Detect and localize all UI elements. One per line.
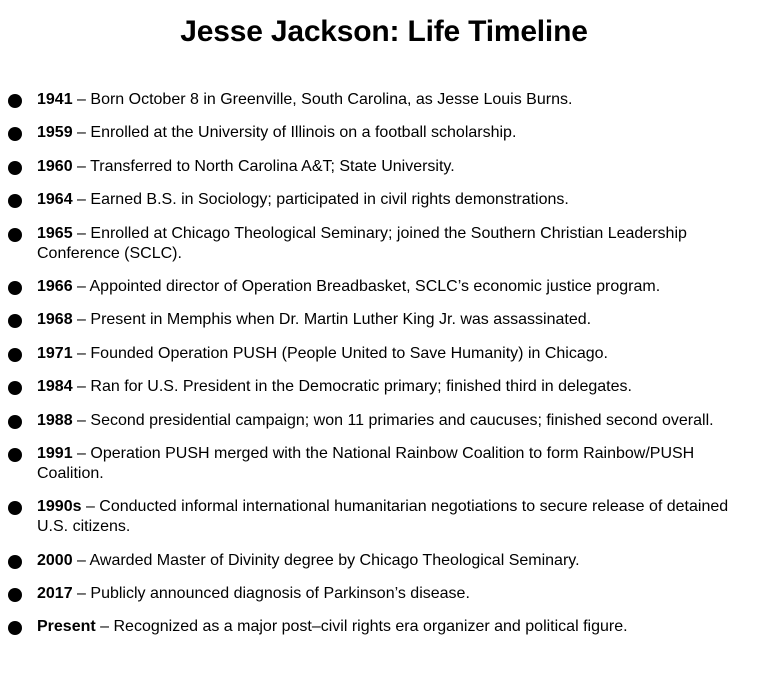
entry-text: Awarded Master of Divinity degree by Chicago Theological Seminary. [89,551,580,569]
entry-text: Born October 8 in Greenville, South Carolina, as Jesse Louis Burns. [90,91,573,108]
timeline-entry [0,90,768,110]
timeline-entry [0,617,768,637]
entry-text: Conducted informal international humanitarian negotiations to secure release of detained U.S. citizens. [37,498,729,536]
entry-year: 2017 [37,585,73,603]
entry-year: 1991 [37,444,73,462]
entry-year: 1988 [37,411,73,429]
bullet-icon [8,127,22,141]
entry-text: Appointed director of Operation Breadbasket, SCLC’s economic justice program. [89,277,661,295]
entry-separator: – [72,191,91,209]
entry-separator: – [72,224,91,242]
bullet-icon [8,161,22,175]
page-title: Jesse Jackson: Life Timeline [180,15,588,48]
timeline-entry [0,277,768,297]
entry-text: Second presidential campaign; won 11 primaries and caucuses; finished second overall. [90,411,714,429]
entry-text: Present in Memphis when Dr. Martin Luther King Jr. was assassinated. [90,311,592,329]
entry-year: 1941 [37,91,73,108]
bullet-icon [8,381,22,395]
entry-separator: – [72,411,91,429]
bullet-icon [8,501,22,515]
entry-separator: – [72,91,91,108]
entry-year: 1960 [37,157,73,175]
timeline-list [0,90,768,651]
entry-separator: – [72,585,91,603]
entry-year: 1965 [37,224,73,242]
entry-year: 1968 [37,311,73,329]
entry-year: 1966 [37,277,73,295]
timeline-entry [0,190,768,210]
timeline-entry [0,224,768,264]
entry-separator: – [72,124,91,142]
bullet-icon [8,281,22,295]
timeline-entry [0,377,768,397]
timeline-entry [0,411,768,431]
bullet-icon [8,415,22,429]
entry-year: 1971 [37,344,73,362]
entry-year: 1959 [37,124,73,142]
entry-year: 1964 [37,191,73,209]
entry-text: Ran for U.S. President in the Democratic primary; finished third in delegates. [90,378,632,396]
entry-text: Operation PUSH merged with the National Rainbow Coalition to form Rainbow/PUSH Coalition. [37,444,695,482]
timeline-entry [0,444,768,484]
timeline-entry [0,497,768,537]
bullet-icon [8,194,22,208]
entry-separator: – [72,378,91,396]
entry-year: 1990s [37,498,82,516]
entry-separator: – [95,618,114,636]
entry-separator: – [72,277,90,295]
bullet-icon [8,228,22,242]
entry-text: Founded Operation PUSH (People United to Save Humanity) in Chicago. [90,344,608,362]
timeline-entry [0,123,768,143]
entry-separator: – [72,444,91,462]
entry-separator: – [72,311,91,329]
entry-year: Present [37,618,96,636]
bullet-icon [8,588,22,602]
timeline-entry [0,157,768,177]
entry-year: 2000 [37,551,73,569]
timeline-entry [0,344,768,364]
bullet-icon [8,94,22,108]
bullet-icon [8,621,22,635]
entry-separator: – [72,344,91,362]
entry-separator: – [72,551,90,569]
entry-text: Transferred to North Carolina A&T; State University. [90,157,455,175]
entry-text: Enrolled at Chicago Theological Seminary; joined the Southern Christian Leadership Conference (SCLC). [37,224,687,262]
bullet-icon [8,314,22,328]
bullet-icon [8,555,22,569]
entry-text: Publicly announced diagnosis of Parkinson’s disease. [90,585,470,603]
timeline-entry [0,551,768,571]
bullet-icon [8,348,22,362]
entry-separator: – [81,498,100,516]
timeline-entry [0,310,768,330]
entry-text: Enrolled at the University of Illinois on a football scholarship. [90,124,517,142]
entry-text: Recognized as a major post–civil rights era organizer and political figure. [113,618,628,636]
entry-year: 1984 [37,378,73,396]
entry-text: Earned B.S. in Sociology; participated in civil rights demonstrations. [90,191,569,209]
bullet-icon [8,448,22,462]
entry-separator: – [72,157,91,175]
timeline-entry [0,584,768,604]
